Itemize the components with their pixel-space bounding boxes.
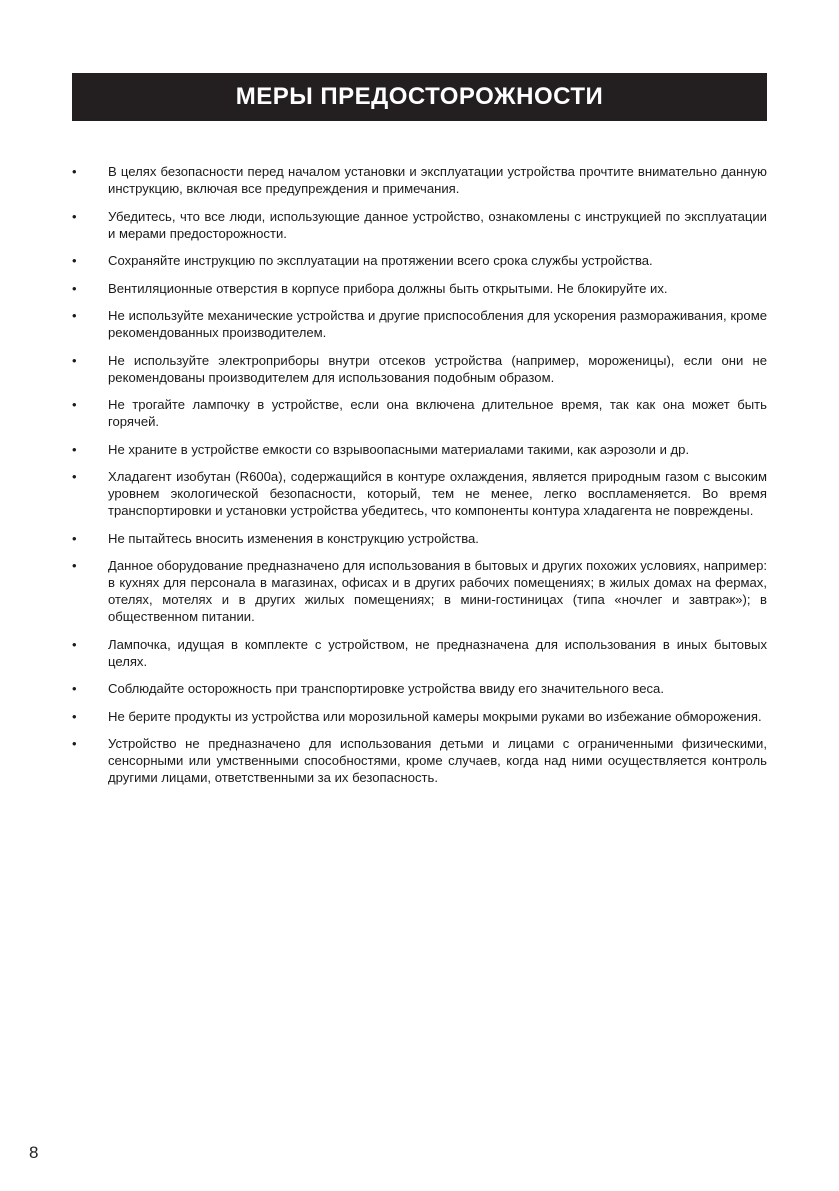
bullet-icon: • bbox=[72, 736, 77, 751]
bullet-icon: • bbox=[72, 636, 77, 652]
list-item-text: Не берите продукты из устройства или морозильной камеры мокрыми руками во избежание обморожения. bbox=[108, 708, 762, 724]
warnings-list bbox=[72, 163, 767, 797]
bullet-icon: • bbox=[72, 253, 77, 268]
list-item bbox=[72, 636, 767, 670]
bullet-icon: • bbox=[72, 208, 77, 224]
bullet-icon: • bbox=[72, 164, 77, 179]
list-item bbox=[72, 208, 767, 242]
bullet-icon: • bbox=[72, 469, 77, 484]
list-item-text: Соблюдайте осторожность при транспортировке устройства ввиду его значительного веса. bbox=[108, 681, 664, 696]
list-item-text: Устройство не предназначено для использования детьми и лицами с ограниченными физическими, сенсорными или умственными способностями, кроме случаев, когда над ними осуществляется контроль другими лицами, ответственными за их безопасность. bbox=[108, 736, 767, 785]
bullet-icon: • bbox=[72, 308, 77, 323]
list-item-text: Не трогайте лампочку в устройстве, если она включена длительное время, так как она может быть горячей. bbox=[108, 397, 767, 429]
bullet-icon: • bbox=[72, 280, 77, 296]
list-item-text: Не используйте электроприборы внутри отсеков устройства (например, мороженицы), если они не рекомендованы производителем для использования подобным образом. bbox=[108, 352, 767, 385]
bullet-icon: • bbox=[72, 708, 77, 724]
bullet-icon: • bbox=[72, 352, 77, 368]
list-item bbox=[72, 396, 767, 430]
list-item-text: Вентиляционные отверстия в корпусе прибора должны быть открытыми. Не блокируйте их. bbox=[108, 280, 668, 296]
page-title: МЕРЫ ПРЕДОСТОРОЖНОСТИ bbox=[235, 83, 604, 110]
list-item-text: Не пытайтесь вносить изменения в конструкцию устройства. bbox=[108, 530, 479, 546]
bullet-icon: • bbox=[72, 397, 77, 412]
list-item bbox=[72, 307, 767, 341]
list-item bbox=[72, 441, 767, 458]
bullet-icon: • bbox=[72, 441, 77, 457]
list-item bbox=[72, 163, 767, 197]
list-item bbox=[72, 352, 767, 386]
list-item bbox=[72, 708, 767, 725]
bullet-icon: • bbox=[72, 558, 77, 573]
list-item-text: В целях безопасности перед началом установки и эксплуатации устройства прочтите внимательно данную инструкцию, включая все предупреждения и примечания. bbox=[108, 164, 767, 196]
list-item bbox=[72, 735, 767, 786]
page-number: 8 bbox=[29, 1143, 39, 1162]
bullet-icon: • bbox=[72, 681, 77, 696]
list-item-text: Данное оборудование предназначено для использования в бытовых и других похожих условиях, например: в кухнях для персонала в магазинах, офисах и в других рабочих помещениях; в жилых домах на фермах, отелях, мотелях и в других жилых помещениях; в мини-гостиницах (типа «ночлег и завтрак»); в общественном питании. bbox=[108, 558, 767, 624]
list-item bbox=[72, 680, 767, 697]
list-item bbox=[72, 530, 767, 547]
bullet-icon: • bbox=[72, 530, 77, 546]
list-item bbox=[72, 252, 767, 269]
list-item bbox=[72, 468, 767, 519]
section-title-bar bbox=[72, 73, 767, 121]
list-item-text: Хладагент изобутан (R600a), содержащийся в контуре охлаждения, является природным газом с высоким уровнем экологической безопасности, который, тем не менее, легко воспламеняется. Во время транспортировки и установки устройства убедитесь, что компоненты контура хладагента не повреждены. bbox=[108, 469, 767, 518]
list-item bbox=[72, 280, 767, 297]
list-item bbox=[72, 557, 767, 625]
list-item-text: Сохраняйте инструкцию по эксплуатации на протяжении всего срока службы устройства. bbox=[108, 253, 653, 268]
list-item-text: Не используйте механические устройства и другие приспособления для ускорения размораживания, кроме рекомендованных производителем. bbox=[108, 308, 767, 340]
list-item-text: Убедитесь, что все люди, использующие данное устройство, ознакомлены с инструкцией по эксплуатации и мерами предосторожности. bbox=[108, 208, 767, 241]
list-item-text: Не храните в устройстве емкости со взрывоопасными материалами такими, как аэрозоли и др. bbox=[108, 441, 690, 457]
list-item-text: Лампочка, идущая в комплекте с устройством, не предназначена для использования в иных бытовых целях. bbox=[108, 636, 767, 669]
